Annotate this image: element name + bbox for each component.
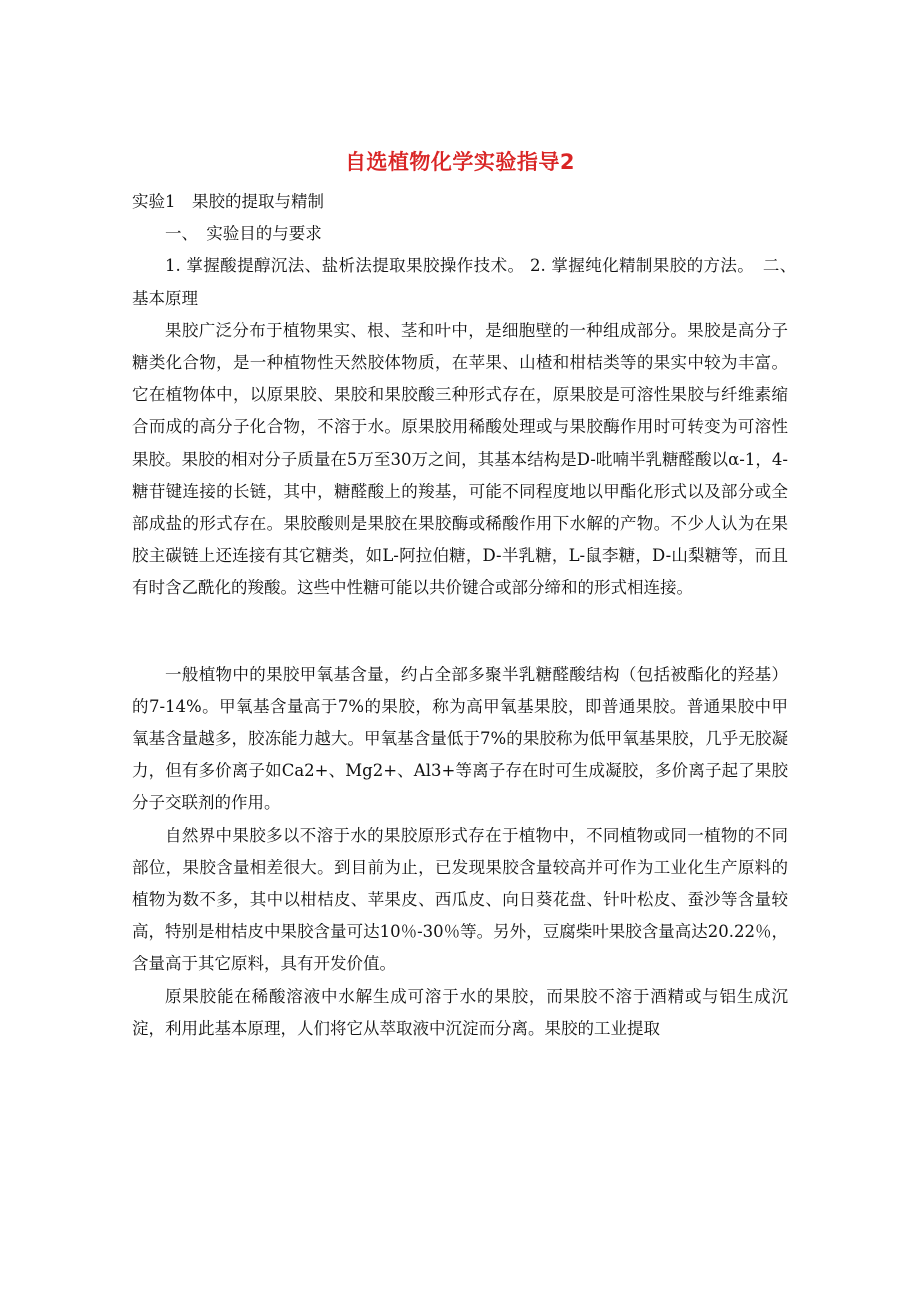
objectives-paragraph: 1. 掌握酸提醇沉法、盐析法提取果胶操作技术。 2. 掌握纯化精制果胶的方法。 二、 基本原理 xyxy=(132,256,805,308)
principle-paragraph-2: 一般植物中的果胶甲氧基含量，约占全部多聚半乳糖醛酸结构（包括被酯化的羟基）的7-14%。甲氧基含量高于7%的果胶，称为高甲氧基果胶，即普通果胶。普通果胶中甲氧基含量越多，胶冻能力越大。甲氧基含量低于7%的果胶称为低甲氧基果胶，几乎无胶凝力，但有多价离子如Ca2+、Mg2+、Al3+等离子存在时可生成凝胶，多价离子起了果胶分子交联剂的作用。 xyxy=(132,664,788,813)
document-body xyxy=(132,186,805,1045)
principle-paragraph-1: 果胶广泛分布于植物果实、根、茎和叶中，是细胞壁的一种组成部分。果胶是高分子糖类化合物，是一种植物性天然胶体物质，在苹果、山楂和柑桔类等的果实中较为丰富。它在植物体中，以原果胶、果胶和果胶酸三种形式存在，原果胶是可溶性果胶与纤维素缩合而成的高分子化合物，不溶于水。原果胶用稀酸处理或与果胶酶作用时可转变为可溶性果胶。果胶的相对分子质量在5万至30万之间，其基本结构是D-吡喃半乳糖醛酸以α-1，4-糖苷键连接的长链，其中，糖醛酸上的羧基，可能不同程度地以甲酯化形式以及部分或全部成盐的形式存在。果胶酸则是果胶在果胶酶或稀酸作用下水解的产物。不少人认为在果胶主碳链上还连接有其它糖类，如L-阿拉伯糖，D-半乳糖，L-鼠李糖，D-山梨糖等，而且有时含乙酰化的羧酸。这些中性糖可能以共价键合或部分缔和的形式相连接。 xyxy=(132,320,788,598)
experiment-heading: 实验1 果胶的提取与精制 xyxy=(132,192,324,211)
principle-paragraph-3: 自然界中果胶多以不溶于水的果胶原形式存在于植物中，不同植物或同一植物的不同部位，果胶含量相差很大。到目前为止，已发现果胶含量较高并可作为工业化生产原料的植物为数不多，其中以柑桔皮、苹果皮、西瓜皮、向日葵花盘、针叶松皮、蚕沙等含量较高，特别是柑桔皮中果胶含量可达10％-30％等。另外，豆腐柴叶果胶含量高达20.22％，含量高于其它原料，具有开发价值。 xyxy=(132,825,788,974)
paragraph-spacer xyxy=(132,605,788,659)
document-title: 自选植物化学实验指导2 xyxy=(344,150,576,174)
principle-paragraph-4: 原果胶能在稀酸溶液中水解生成可溶于水的果胶，而果胶不溶于酒精或与铝生成沉淀，利用此基本原理，人们将它从萃取液中沉淀而分离。果胶的工业提取 xyxy=(132,986,788,1038)
section-heading: 一、 实验目的与要求 xyxy=(165,224,322,244)
